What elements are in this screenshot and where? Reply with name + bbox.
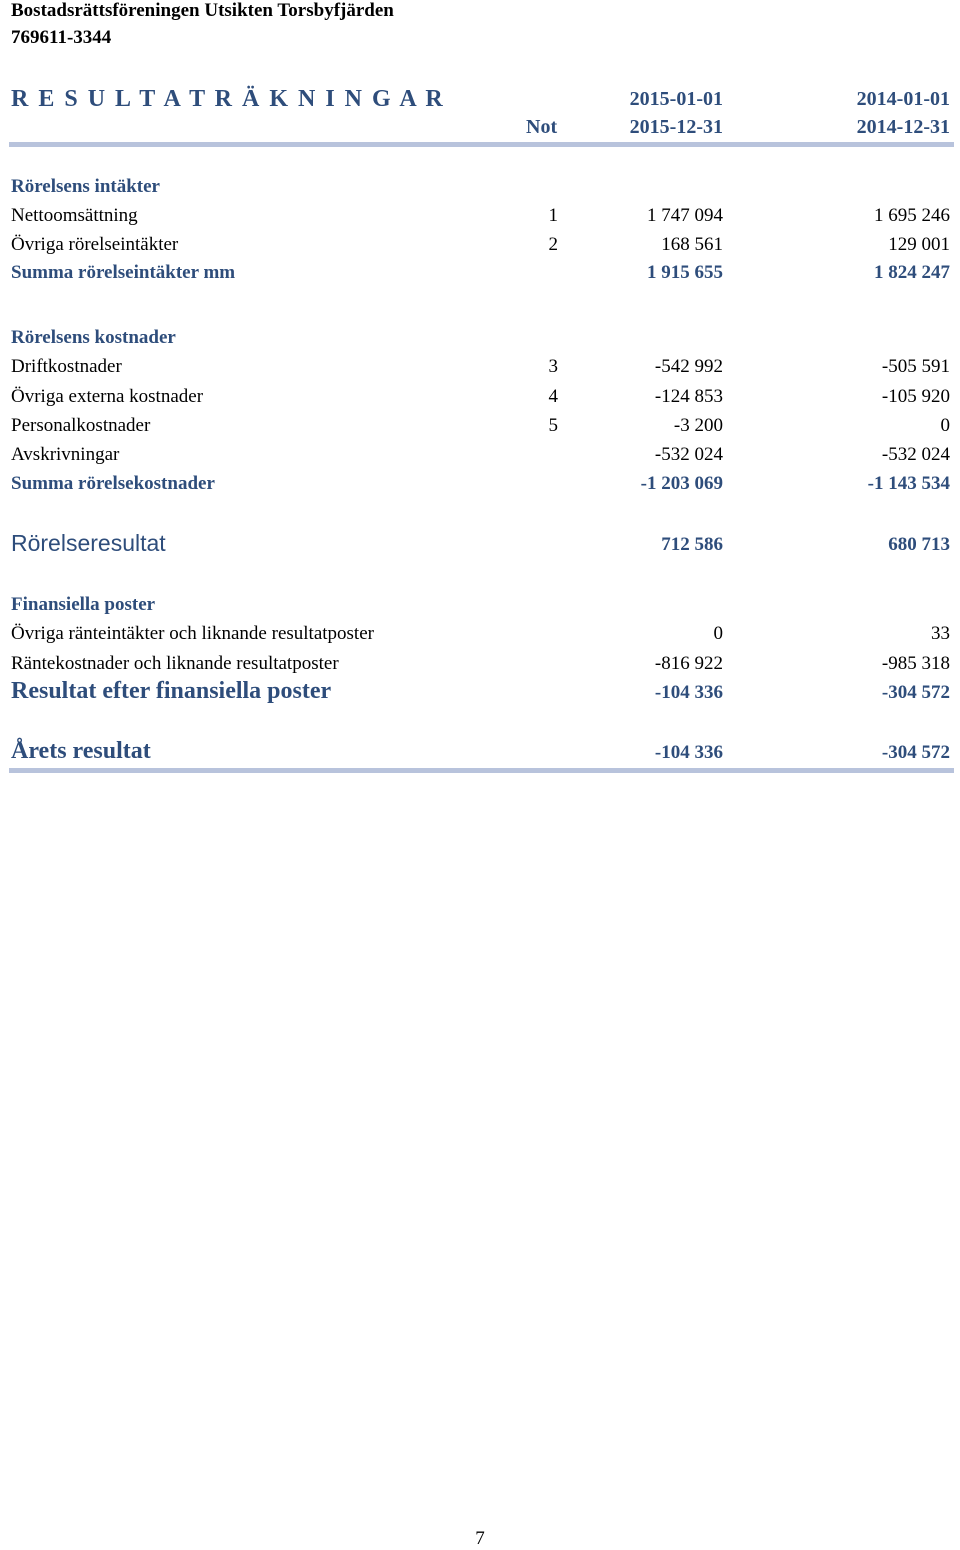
row-value-2015: -532 024 — [654, 444, 723, 465]
row-value-2015: -3 200 — [673, 415, 723, 436]
row-label: Övriga rörelseintäkter — [11, 234, 179, 255]
row-value-2015: -816 922 — [654, 653, 723, 674]
table-row — [11, 356, 960, 384]
row-note: 2 — [548, 234, 558, 255]
period2-start: 2014-01-01 — [856, 88, 950, 110]
operating-result-label: Rörelseresultat — [11, 530, 166, 556]
page-number: 7 — [475, 1528, 485, 1549]
total-value-2015: 1 915 655 — [647, 262, 723, 283]
row-value-2015: 0 — [713, 623, 723, 644]
row-value-2014: -532 024 — [881, 444, 950, 465]
row-label: Driftkostnader — [11, 356, 122, 377]
row-value-2015: 168 561 — [661, 234, 723, 255]
row-value-2014: 33 — [931, 623, 950, 644]
operating-result-2015: 712 586 — [661, 534, 723, 555]
financial-total-row — [11, 678, 960, 712]
period1-end: 2015-12-31 — [629, 116, 723, 138]
total-value-2015: -104 336 — [654, 682, 723, 703]
section-heading: Rörelsens intäkter — [11, 176, 160, 197]
operating-result-row — [11, 530, 960, 564]
total-label: Summa rörelsekostnader — [11, 473, 215, 494]
organization-name: Bostadsrättsföreningen Utsikten Torsbyfjärden — [11, 0, 394, 21]
period1-start: 2015-01-01 — [629, 88, 723, 110]
row-value-2015: -124 853 — [654, 386, 723, 407]
total-label: Summa rörelseintäkter mm — [11, 262, 236, 283]
header-divider — [9, 142, 954, 147]
total-value-2014: 1 824 247 — [874, 262, 950, 283]
row-value-2014: 1 695 246 — [874, 205, 950, 226]
table-row — [11, 234, 960, 262]
year-result-row — [11, 738, 960, 772]
row-label: Personalkostnader — [11, 415, 151, 436]
costs-total-row — [11, 473, 960, 501]
report-title: R E S U L T A T R Ä K N I N G A R — [11, 86, 445, 112]
row-label: Övriga ränteintäkter och liknande resultatposter — [11, 623, 374, 644]
section-heading: Rörelsens kostnader — [11, 327, 176, 348]
row-value-2014: -505 591 — [881, 356, 950, 377]
row-label: Avskrivningar — [11, 444, 120, 465]
year-result-2014: -304 572 — [881, 742, 950, 763]
operating-result-2014: 680 713 — [888, 534, 950, 555]
row-value-2015: -542 992 — [654, 356, 723, 377]
row-label: Räntekostnader och liknande resultatposter — [11, 653, 339, 674]
year-result-2015: -104 336 — [654, 742, 723, 763]
table-row — [11, 386, 960, 414]
organization-number: 769611-3344 — [11, 27, 112, 48]
total-value-2015: -1 203 069 — [640, 473, 723, 494]
row-value-2014: -105 920 — [881, 386, 950, 407]
total-value-2014: -1 143 534 — [867, 473, 950, 494]
row-value-2014: 0 — [940, 415, 950, 436]
income-section — [11, 176, 960, 204]
table-row — [11, 415, 960, 443]
row-note: 5 — [548, 415, 558, 436]
row-value-2015: 1 747 094 — [647, 205, 723, 226]
total-value-2014: -304 572 — [881, 682, 950, 703]
section-heading: Finansiella poster — [11, 594, 156, 615]
row-note: 1 — [548, 205, 558, 226]
row-label: Övriga externa kostnader — [11, 386, 204, 407]
footer-divider — [9, 768, 954, 773]
financial-section — [11, 594, 960, 622]
income-total-row — [11, 262, 960, 290]
period2-end: 2014-12-31 — [856, 116, 950, 138]
row-label: Nettoomsättning — [11, 205, 138, 226]
row-value-2014: -985 318 — [881, 653, 950, 674]
row-value-2014: 129 001 — [888, 234, 950, 255]
table-row — [11, 653, 960, 681]
table-row — [11, 205, 960, 233]
row-note: 4 — [548, 386, 558, 407]
costs-section — [11, 327, 960, 355]
table-row — [11, 444, 960, 472]
row-note: 3 — [548, 356, 558, 377]
note-column-header: Not — [526, 116, 558, 138]
table-row — [11, 623, 960, 651]
total-label: Resultat efter finansiella poster — [11, 678, 332, 704]
year-result-label: Årets resultat — [11, 738, 151, 764]
